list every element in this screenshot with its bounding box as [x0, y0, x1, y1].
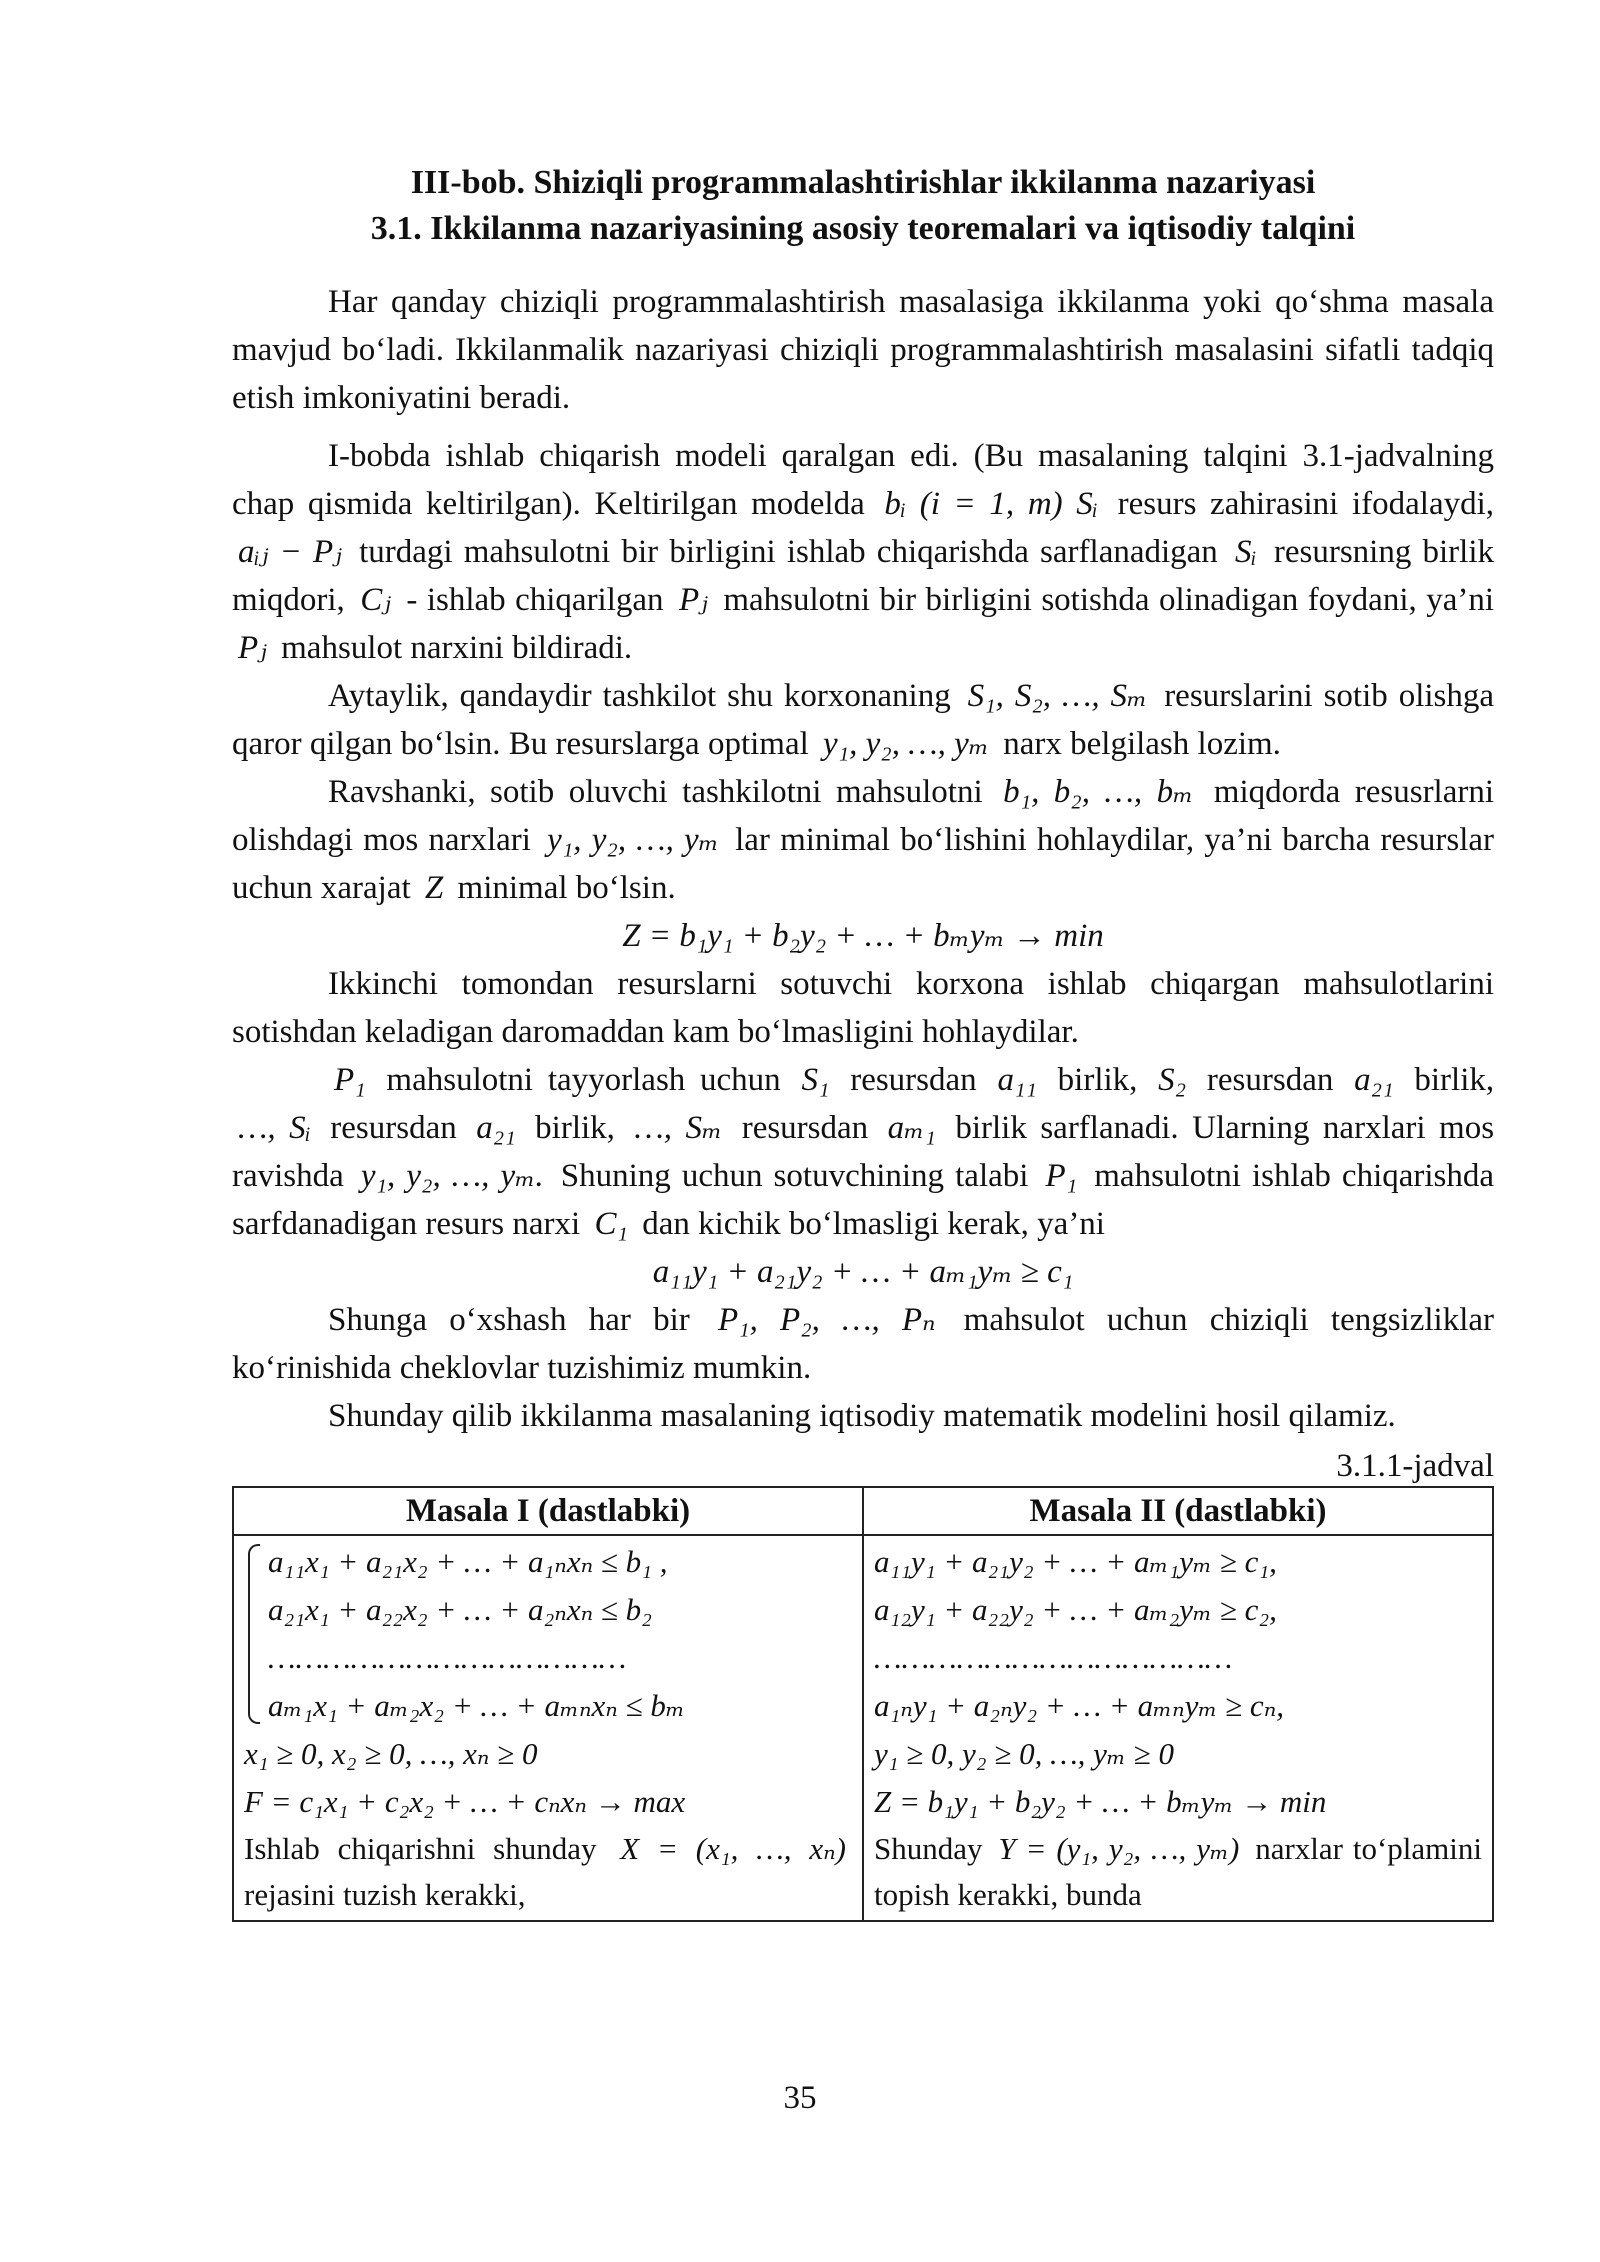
constraint-row: a₂₁x₁ + a₂₂x₂ + … + a₂ₙxₙ ≤ b₂ — [268, 1592, 652, 1627]
formula-inline: P₁ — [334, 1062, 366, 1098]
formula-inline: aₘ₁ — [887, 1110, 936, 1146]
paragraph-4 — [232, 768, 1494, 912]
formula-inline: a₂₁ — [476, 1110, 516, 1146]
objective-row: F = c₁x₁ + c₂x₂ + … + cₙxₙ → max — [244, 1784, 686, 1819]
page-body — [232, 160, 1494, 1922]
formula-inline: Z — [424, 870, 444, 906]
formula-inline: S₁ — [801, 1062, 830, 1098]
text: resursdan — [850, 1062, 977, 1098]
formula-inline: y₁, y₂, …, yₘ. — [360, 1158, 544, 1194]
text: dan kichik bo‘lmasligi kerak, ya’ni — [642, 1206, 1105, 1242]
text: resursdan — [1206, 1062, 1334, 1098]
paragraph-8: Shunday qilib ikkilanma masalaning iqtisodiy matematik modelini hosil qilamiz. — [328, 1398, 1396, 1434]
constraint-row: a₁ₙy₁ + a₂ₙy₂ + … + aₘₙyₘ ≥ cₙ, — [874, 1688, 1285, 1723]
formula-constraint: a₁₁y₁ + a₂₁y₂ + … + aₘ₁yₘ ≥ c₁ — [652, 1254, 1074, 1290]
constraint-row: ………………………………… — [874, 1640, 1233, 1675]
constraint-row: a₁₂y₁ + a₂₂y₂ + … + aₘ₂yₘ ≥ c₂, — [874, 1592, 1277, 1627]
table-cell-right — [863, 1535, 1493, 1921]
paragraph-5: Ikkinchi tomondan resurslarni sotuvchi korxona ishlab chiqargan mahsulotlarini sotishdan keladigan daromaddan kam bo‘lmasligini hohlaydilar. — [232, 966, 1494, 1050]
text: mahsulot narxini bildiradi. — [281, 630, 633, 666]
formula-inline: Pⱼ — [679, 582, 708, 618]
text: resurs zahirasini ifodalaydi, — [1117, 486, 1495, 522]
formula-inline: S₂ — [1158, 1062, 1187, 1098]
table-header-row — [233, 1487, 1493, 1535]
text: lar minimal bo‘lishini hohlaydilar, ya’ni barcha resurslar uchun xarajat — [232, 822, 1495, 906]
table-text — [874, 1826, 1482, 1918]
formula-objective-min: Z = b₁y₁ + b₂y₂ + … + bₘyₘ → min — [622, 918, 1104, 954]
text: mahsulotni ishlab chiqarishda sarfdanadigan resurs narxi — [232, 1158, 1495, 1242]
text: narx belgilash lozim. — [1003, 726, 1281, 762]
text: turdagi mahsulotni bir birligini ishlab chiqarishda sarflanadigan — [359, 534, 1218, 570]
text: Shunday — [874, 1831, 983, 1866]
formula-inline: aᵢⱼ − Pⱼ — [238, 534, 342, 570]
text: - ishlab chiqarilgan — [406, 582, 664, 618]
objective-row: Z = b₁y₁ + b₂y₂ + … + bₘyₘ → min — [874, 1784, 1327, 1819]
formula-inline: P₁, P₂, …, Pₙ — [717, 1302, 936, 1338]
text: rejasini tuzish kerakki, — [244, 1877, 526, 1912]
text: resurslarini sotib olishga qaror qilgan bo‘lsin. Bu resurslarga optimal — [232, 678, 1495, 762]
text: mahsulotni tayyorlash uchun — [386, 1062, 781, 1098]
constraint-system — [874, 1538, 1482, 1730]
formula-inline: a₁₁ — [997, 1062, 1037, 1098]
formula-inline: Y = (y₁, y₂, …, yₘ) — [998, 1831, 1240, 1866]
page-number: 35 — [783, 2080, 817, 2116]
paragraph-7 — [232, 1296, 1494, 1392]
paragraph-6 — [232, 1056, 1494, 1248]
constraint-row: a₁₁y₁ + a₂₁y₂ + … + aₘ₁yₘ ≥ c₁, — [874, 1544, 1277, 1579]
formula-inline: a₂₁ — [1354, 1062, 1394, 1098]
table-caption: 3.1.1-jadval — [1336, 1448, 1494, 1484]
table-text — [244, 1826, 852, 1918]
paragraph-3 — [232, 672, 1494, 768]
text: birlik, — [1057, 1062, 1138, 1098]
formula-inline: …, Sₘ — [634, 1110, 723, 1146]
paragraph-1: Har qanday chiziqli programmalashtirish masalasiga ikkilanma yoki qo‘shma masala mavjud bo‘ladi. Ikkilanmalik nazariyasi chiziqli programmalashtirish masalasini sifatli tadqiq etish imkoniyatini beradi. — [232, 284, 1494, 416]
text: resursdan — [330, 1110, 457, 1146]
formula-inline: Cⱼ — [360, 582, 391, 618]
constraint-system — [244, 1538, 852, 1730]
text: resursning birlik miqdori, — [232, 534, 1494, 618]
constraint-row: ………………………………… — [268, 1640, 627, 1675]
paragraph-2 — [232, 432, 1494, 672]
formula-inline: y₁, y₂, …, yₘ — [823, 726, 989, 762]
formula-inline: X = (x₁, …, xₙ) — [620, 1831, 846, 1866]
text: Aytaylik, qandaydir tashkilot shu korxonaning — [328, 678, 951, 714]
text: I-bobda ishlab chiqarish modeli qaralgan edi. (Bu masalaning talqini 3.1-jadvalning chap qismida keltirilgan). Keltirilgan modelda — [232, 438, 1494, 522]
formula-inline: S₁, S₂, …, Sₘ — [967, 678, 1148, 714]
text: mahsulotni bir birligini sotishda olinadigan foydani, ya’ni — [723, 582, 1495, 618]
section-title: 3.1. Ikkilanma nazariyasining asosiy teoremalari va iqtisodiy talqini — [370, 210, 1356, 247]
table-row — [233, 1535, 1493, 1921]
text: mahsulot uchun chiziqli tengsizliklar ko‘rinishida cheklovlar tuzishimiz mumkin. — [232, 1302, 1495, 1386]
duality-table — [232, 1486, 1494, 1922]
text: birlik, — [535, 1110, 615, 1146]
formula-inline: Pⱼ — [238, 630, 267, 666]
formula-inline: b₁, b₂, …, bₘ — [1003, 774, 1194, 810]
text: Ishlab chiqarishni shunday — [244, 1831, 597, 1866]
text: miqdorda resusrlarni olishdagi mos narxlari — [232, 774, 1495, 858]
formula-inline: …, Sᵢ — [238, 1110, 311, 1146]
table-cell-left — [233, 1535, 863, 1921]
formula-inline: Sᵢ — [1234, 534, 1257, 570]
constraint-row: a₁₁x₁ + a₂₁x₂ + … + a₁ₙxₙ ≤ b₁ , — [268, 1544, 668, 1579]
nonnegativity-row: y₁ ≥ 0, y₂ ≥ 0, …, yₘ ≥ 0 — [874, 1736, 1174, 1771]
text: birlik, — [1414, 1062, 1495, 1098]
formula-inline: C₁ — [594, 1206, 628, 1242]
text: birlik sarflanadi. Ularning narxlari mos ravishda — [232, 1110, 1495, 1194]
text: Ravshanki, sotib oluvchi tashkilotni mahsulotni — [328, 774, 983, 810]
nonnegativity-row: x₁ ≥ 0, x₂ ≥ 0, …, xₙ ≥ 0 — [244, 1736, 538, 1771]
text: minimal bo‘lsin. — [457, 870, 676, 906]
text: narxlar to‘plamini topish kerakki, bunda — [874, 1831, 1482, 1912]
table-header-left: Masala I (dastlabki) — [233, 1487, 863, 1535]
text: Shunga o‘xshash har bir — [328, 1302, 690, 1338]
constraint-row: aₘ₁x₁ + aₘ₂x₂ + … + aₘₙxₙ ≤ bₘ — [268, 1688, 685, 1723]
text: resursdan — [741, 1110, 869, 1146]
text: Shuning uchun sotuvchining talabi — [560, 1158, 1029, 1194]
table-header-right: Masala II (dastlabki) — [863, 1487, 1493, 1535]
chapter-title: III-bob. Shiziqli programmalashtirishlar ikkilanma nazariyasi — [410, 164, 1316, 201]
formula-inline: bᵢ (i = 1, m) Sᵢ — [884, 486, 1098, 522]
formula-inline: y₁, y₂, …, yₘ — [547, 822, 719, 858]
formula-inline: P₁ — [1045, 1158, 1078, 1194]
